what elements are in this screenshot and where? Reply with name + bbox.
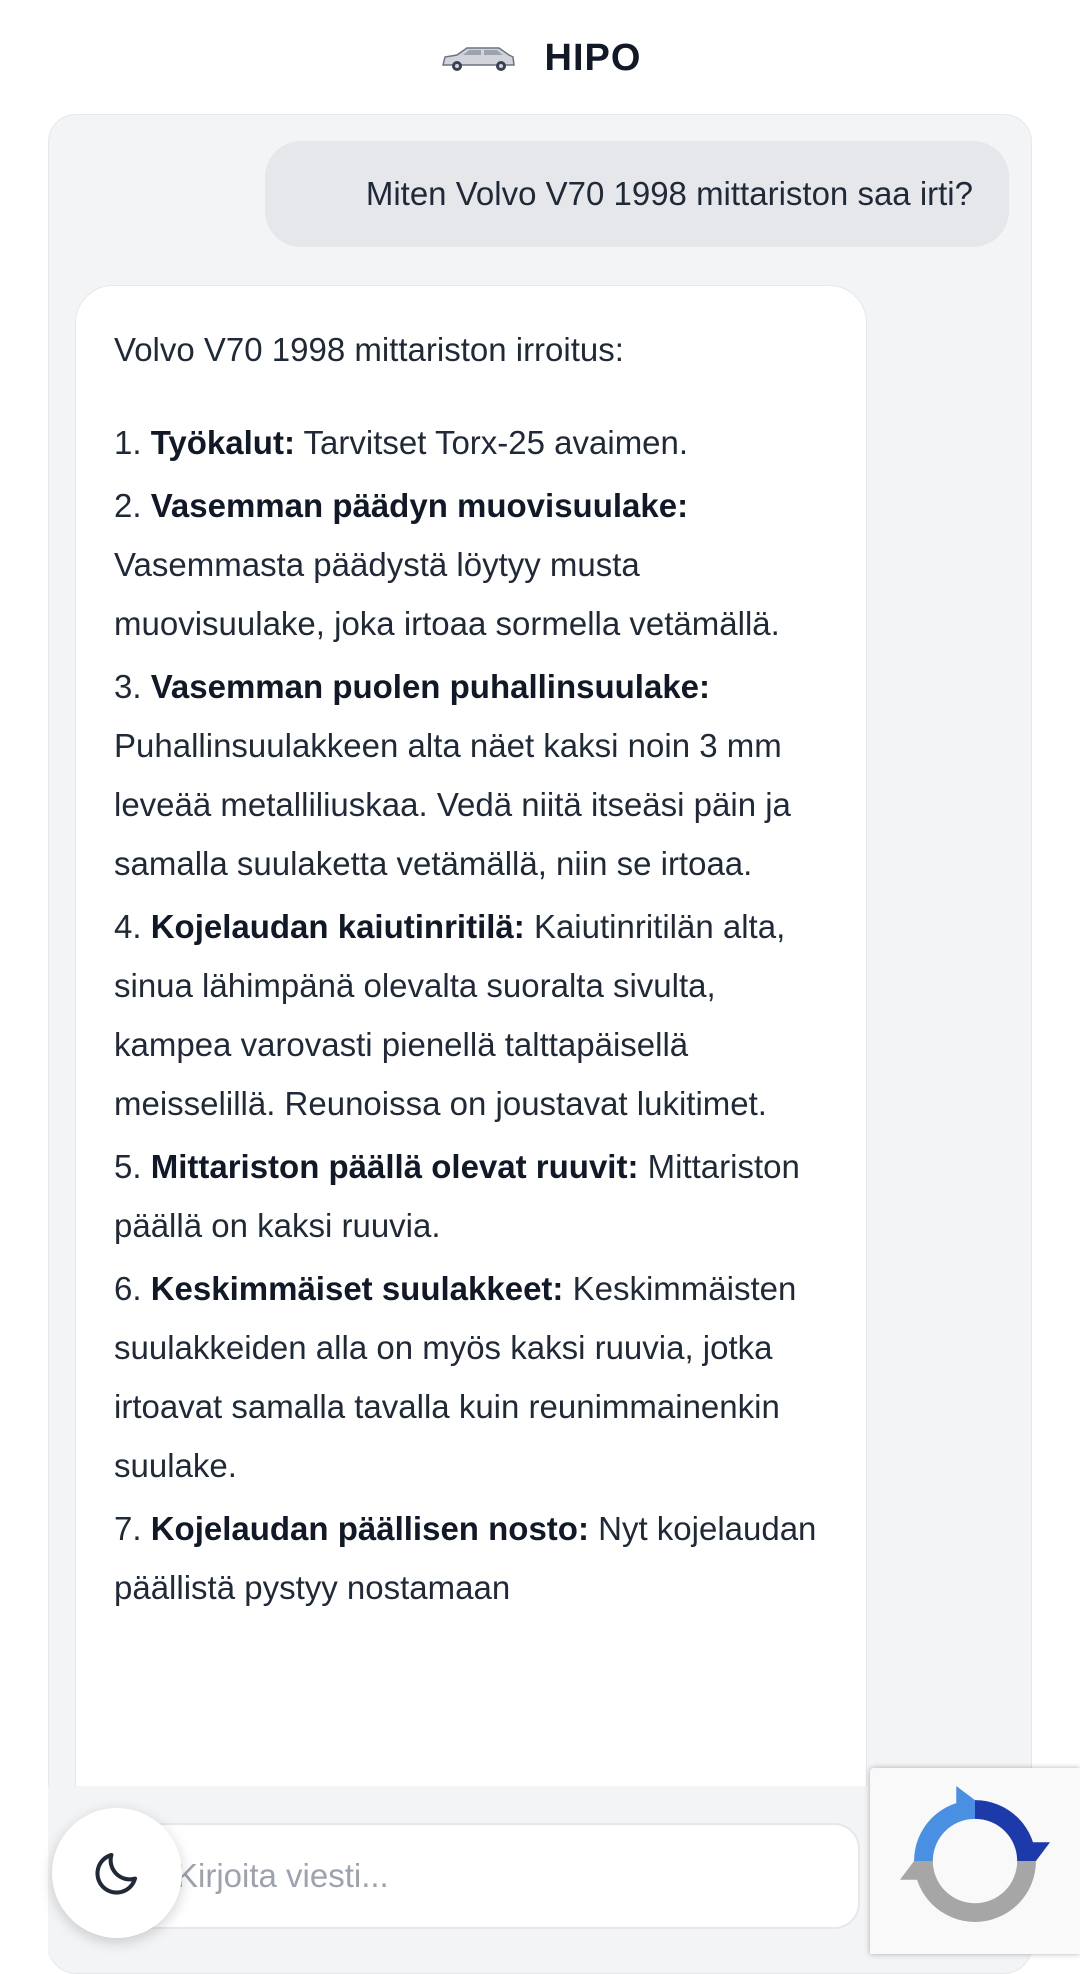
step-text: Kaiutinritilän alta, sinua lähimpänä olevalta suoralta sivulta, kampea varovasti pienellä talttapäisellä meisselillä. Reunoissa on joustavat lukitimet. [114,908,786,1122]
recaptcha-icon [900,1786,1050,1936]
step-title: Kojelaudan kaiutinritilä: [150,908,525,945]
step-number: 4. [114,908,142,945]
step-title: Kojelaudan päällisen nosto: [150,1510,589,1547]
step-title: Työkalut: [150,424,295,461]
step-title: Vasemman päädyn muovisuulake: [150,487,689,524]
step-number: 5. [114,1148,142,1185]
user-message-bubble [265,141,1009,247]
assistant-message-bubble [75,285,867,1885]
steps-list [114,413,830,1617]
step-item [114,897,830,1133]
step-item [114,476,830,653]
step-number: 1. [114,424,142,461]
step-number: 6. [114,1270,142,1307]
app-title: HIPO [544,36,642,79]
step-item [114,1499,830,1617]
step-item [114,413,830,472]
step-text: Nyt kojelaudan päällistä pystyy nostamaan [114,1510,817,1606]
step-number: 3. [114,668,142,705]
moon-icon [90,1846,144,1900]
step-number: 7. [114,1510,142,1547]
chat-panel[interactable] [48,114,1032,1974]
theme-toggle-button[interactable] [52,1808,182,1938]
step-item [114,1259,830,1495]
message-input[interactable] [176,1857,858,1895]
step-text: Puhallinsuulakkeen alta näet kaksi noin 3 mm leveää metalliliuskaa. Vedä niitä itseäsi päin ja samalla suulaketta vetämällä, niin se irtoaa. [114,727,791,882]
step-title: Vasemman puolen puhallinsuulake: [150,668,711,705]
recaptcha-badge[interactable] [870,1768,1080,1954]
step-item [114,1137,830,1255]
user-message-text: Miten Volvo V70 1998 mittariston saa irti? [365,175,973,212]
step-title: Mittariston päällä olevat ruuvit: [150,1148,639,1185]
step-item [114,657,830,893]
app-header [0,0,1080,116]
step-text: Vasemmasta päädystä löytyy musta muovisuulake, joka irtoaa sormella vetämällä. [114,546,780,642]
step-text: Mittariston päällä on kaksi ruuvia. [114,1148,800,1244]
step-number: 2. [114,487,142,524]
step-text: Tarvitset Torx-25 avaimen. [303,424,689,461]
assistant-intro: Volvo V70 1998 mittariston irroitus: [114,331,624,368]
step-title: Keskimmäiset suulakkeet: [150,1270,564,1307]
step-text: Keskimmäisten suulakkeiden alla on myös kaksi ruuvia, jotka irtoavat samalla tavalla kuin reunimmainenkin suulake. [114,1270,797,1484]
car-icon [439,43,517,73]
message-input-box[interactable] [96,1823,860,1929]
